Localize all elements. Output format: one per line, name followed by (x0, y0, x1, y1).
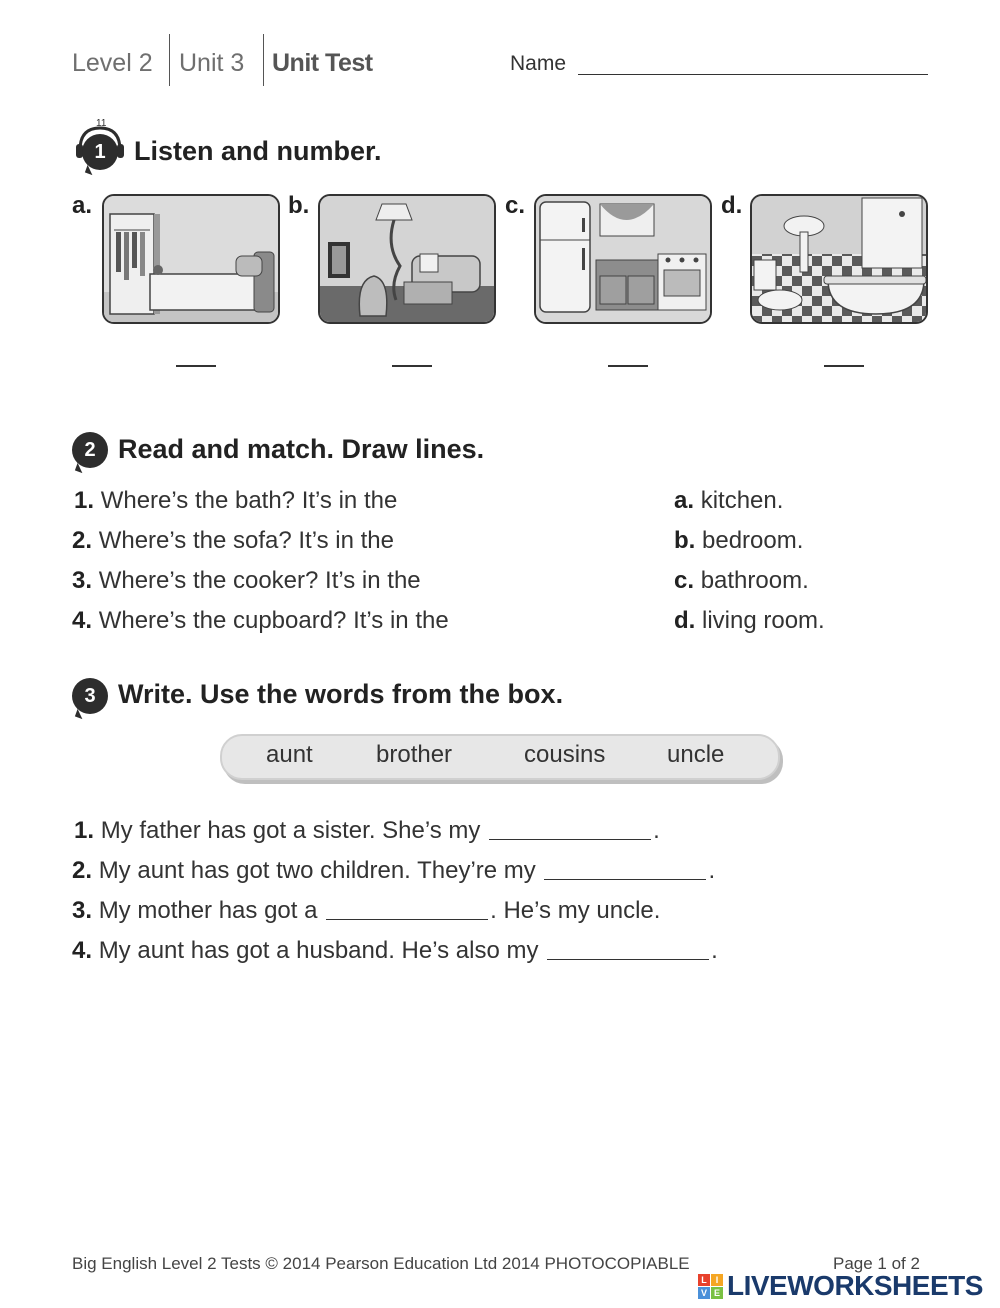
word-box-item: brother (376, 741, 453, 768)
question-number: 4. (72, 607, 93, 634)
footer-page-number: Page 1 of 2 (833, 1254, 920, 1273)
bathroom-picture (750, 194, 928, 324)
question-text: Where’s the cupboard? It’s in the (98, 607, 449, 634)
sentence-text: My aunt has got a husband. He’s also my (98, 937, 539, 964)
picture-b-letter: b. (288, 192, 310, 219)
answer-blank-a[interactable] (176, 365, 216, 367)
header-divider (169, 34, 170, 86)
match-question[interactable] (72, 607, 449, 635)
sentence-text: My father has got a sister. She’s my (100, 817, 481, 844)
bedroom-picture (102, 194, 280, 324)
fill-blank[interactable] (544, 879, 706, 880)
word-box-item: aunt (266, 741, 313, 768)
logo-grid-icon (698, 1274, 723, 1299)
sentence-end: . (708, 857, 716, 884)
header-divider (263, 34, 264, 86)
sentence-number: 2. (72, 857, 93, 884)
section-2-badge: 2 (72, 432, 108, 468)
sentence-number: 3. (72, 897, 93, 924)
answer-letter: b. (674, 527, 696, 554)
section-1-badge: 1 (82, 134, 118, 170)
fill-sentence (72, 897, 660, 925)
word-box-item: uncle (667, 741, 725, 768)
answer-letter: d. (674, 607, 696, 634)
section-2-title: Read and match. Draw lines. (118, 434, 485, 464)
sentence-text: My aunt has got two children. They’re my (98, 857, 536, 884)
sentence-end: . He’s my uncle. (490, 897, 661, 924)
question-number: 3. (72, 567, 93, 594)
answer-blank-c[interactable] (608, 365, 648, 367)
question-text: Where’s the sofa? It’s in the (98, 527, 394, 554)
match-question[interactable] (72, 527, 394, 555)
living-room-picture (318, 194, 496, 324)
answer-text: bedroom. (702, 527, 804, 554)
answer-letter: a. (674, 487, 695, 514)
match-answer[interactable] (674, 527, 803, 555)
logo-letter: V (698, 1287, 710, 1299)
liveworksheets-logo[interactable] (698, 1270, 994, 1302)
logo-letter: I (711, 1274, 723, 1286)
answer-text: bathroom. (700, 567, 809, 594)
answer-blank-b[interactable] (392, 365, 432, 367)
match-question[interactable] (74, 487, 397, 515)
question-text: Where’s the bath? It’s in the (100, 487, 398, 514)
logo-letter: L (698, 1274, 710, 1286)
track-number: 11 (96, 118, 107, 129)
footer-copyright: Big English Level 2 Tests © 2014 Pearson Education Ltd 2014 PHOTOCOPIABLE (72, 1254, 690, 1273)
section-3-badge: 3 (72, 678, 108, 714)
fill-blank[interactable] (326, 919, 488, 920)
word-box-item: cousins (524, 741, 606, 768)
header-unit: Unit 3 (179, 49, 245, 77)
section-1-title: Listen and number. (134, 136, 382, 166)
sentence-end: . (653, 817, 660, 844)
picture-c-letter: c. (505, 192, 526, 219)
header-level: Level 2 (72, 49, 153, 77)
match-question[interactable] (72, 567, 421, 595)
fill-blank[interactable] (547, 959, 709, 960)
fill-blank[interactable] (489, 839, 651, 840)
answer-letter: c. (674, 567, 695, 594)
question-text: Where’s the cooker? It’s in the (98, 567, 421, 594)
section-3-title: Write. Use the words from the box. (118, 679, 564, 709)
picture-d-letter: d. (721, 192, 743, 219)
logo-text: LIVEWORKSHEETS (727, 1270, 983, 1301)
match-answer[interactable] (674, 487, 783, 515)
match-answer[interactable] (674, 607, 825, 635)
name-input-line[interactable] (578, 74, 928, 75)
kitchen-picture (534, 194, 712, 324)
match-answer[interactable] (674, 567, 809, 595)
fill-sentence (72, 857, 715, 885)
answer-text: living room. (702, 607, 825, 634)
logo-letter: E (711, 1287, 723, 1299)
answer-blank-d[interactable] (824, 365, 864, 367)
header-test-title: Unit Test (272, 49, 373, 77)
sentence-text: My mother has got a (98, 897, 318, 924)
fill-sentence (72, 937, 718, 965)
sentence-end: . (711, 937, 718, 964)
answer-text: kitchen. (700, 487, 784, 514)
sentence-number: 4. (72, 937, 93, 964)
sentence-number: 1. (74, 817, 95, 844)
question-number: 1. (74, 487, 95, 514)
name-label: Name (510, 52, 567, 75)
picture-a-letter: a. (72, 192, 93, 219)
fill-sentence (74, 817, 660, 845)
question-number: 2. (72, 527, 93, 554)
